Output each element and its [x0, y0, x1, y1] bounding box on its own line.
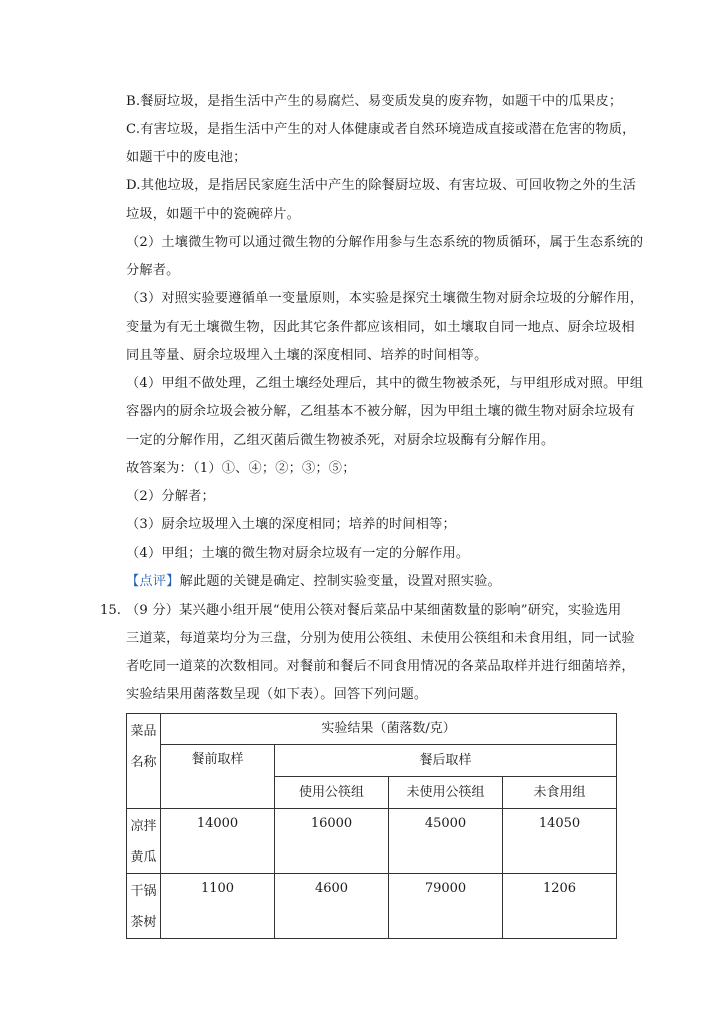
- subheader-not-eaten: 未食用组: [503, 777, 617, 809]
- question-line: （9 分）某兴趣小组开展“使用公筷对餐后菜品中某细菌数量的影响”研究，实验选用: [126, 603, 622, 618]
- answer-line: （3）厨余垃圾埋入土壤的深度相同；培养的时间相等；: [126, 517, 456, 532]
- paragraph-line: 垃圾，如题干中的瓷碗碎片。: [126, 207, 301, 222]
- question-line: 实验结果用菌落数呈现（如下表）。回答下列问题。: [126, 687, 428, 702]
- subheader-no-shared-chopsticks: 未使用公筷组: [389, 777, 503, 809]
- comment-tag: 【点评】: [126, 574, 180, 589]
- answer-line: （2）分解者；: [126, 489, 215, 504]
- cell-value: 14050: [503, 809, 617, 874]
- dish-name-line: 茶树: [130, 915, 157, 930]
- cell-value: 45000: [389, 809, 503, 874]
- table-row: [127, 874, 617, 939]
- dish-name: [127, 809, 161, 874]
- paragraph-line: C.有害垃圾，是指生活中产生的对人体健康或者自然环境造成直接或潜在危害的物质，: [126, 122, 636, 137]
- paragraph-line: 同且等量、厨余垃圾埋入土壤的深度相同、培养的时间相等。: [126, 348, 488, 363]
- results-table: [126, 713, 617, 939]
- header-result: 实验结果（菌落数/克）: [161, 714, 617, 745]
- cell-value: 79000: [389, 874, 503, 939]
- paragraph-line: 一定的分解作用，乙组灭菌后微生物被杀死，对厨余垃圾酶有分解作用。: [126, 433, 555, 448]
- dish-name-line: 凉拌: [130, 819, 157, 834]
- comment-text: 解此题的关键是确定、控制实验变量，设置对照实验。: [179, 574, 501, 589]
- header-after-meal: 餐后取样: [275, 745, 617, 777]
- paragraph-line: 分解者。: [126, 263, 180, 278]
- answer-line: （4）甲组；土壤的微生物对厨余垃圾有一定的分解作用。: [126, 546, 470, 561]
- header-dish-name-line: 名称: [130, 755, 157, 770]
- cell-value: 1100: [161, 874, 275, 939]
- paragraph-line: 如题干中的废电池；: [126, 150, 247, 165]
- cell-value: 16000: [275, 809, 389, 874]
- paragraph-line: （4）甲组不做处理，乙组土壤经处理后，其中的微生物被杀死，与甲组形成对照。甲组: [126, 376, 644, 391]
- dish-name-line: 黄瓜: [130, 850, 157, 865]
- dish-name: [127, 874, 161, 939]
- header-before-meal: 餐前取样: [161, 745, 275, 809]
- paragraph-line: （2）土壤微生物可以通过微生物的分解作用参与生态系统的物质循环，属于生态系统的: [126, 235, 644, 250]
- question-line: 三道菜，每道菜均分为三盘，分别为使用公筷组、未使用公筷组和未食用组，同一试验: [126, 631, 635, 646]
- dish-name-line: 干锅: [130, 884, 157, 899]
- paragraph-line: 容器内的厨余垃圾会被分解，乙组基本不被分解，因为甲组土壤的微生物对厨余垃圾有: [126, 404, 635, 419]
- answer-line: 故答案为：（1）①、④；②；③；⑤；: [126, 461, 356, 476]
- cell-value: 4600: [275, 874, 389, 939]
- header-dish-name: [127, 714, 161, 809]
- subheader-shared-chopsticks: 使用公筷组: [275, 777, 389, 809]
- table-row: [127, 809, 617, 874]
- paragraph-line: （3）对照实验要遵循单一变量原则，本实验是探究土壤微生物对厨余垃圾的分解作用，: [126, 291, 644, 306]
- question-line: 者吃同一道菜的次数相同。对餐前和餐后不同食用情况的各菜品取样并进行细菌培养，: [126, 659, 635, 674]
- question-number: 15.: [100, 603, 121, 618]
- paragraph-line: D.其他垃圾，是指居民家庭生活中产生的除餐厨垃圾、有害垃圾、可回收物之外的生活: [126, 178, 637, 193]
- header-dish-name-line: 菜品: [130, 724, 157, 739]
- paragraph-line: B.餐厨垃圾，是指生活中产生的易腐烂、易变质发臭的废弃物，如题干中的瓜果皮；: [126, 94, 623, 109]
- cell-value: 14000: [161, 809, 275, 874]
- cell-value: 1206: [503, 874, 617, 939]
- paragraph-line: 变量为有无土壤微生物，因此其它条件都应该相同，如土壤取自同一地点、厨余垃圾相: [126, 320, 635, 335]
- comment-line: [126, 572, 626, 592]
